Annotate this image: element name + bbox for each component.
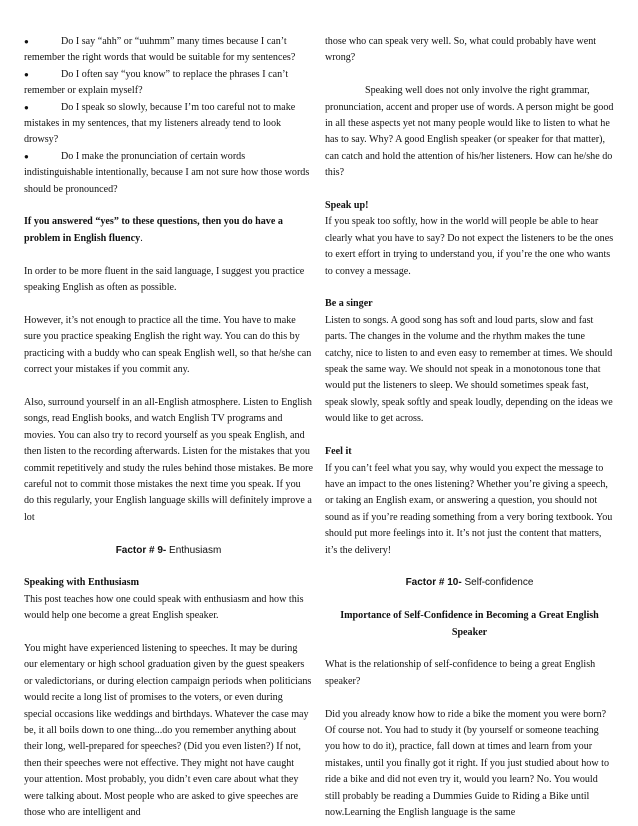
factor-9-label: Factor # 9-	[115, 544, 170, 556]
speeches-paragraph: You might have experienced listening to speeches. It may be during our elementary or high school graduation given by the guest speakers or valedictorians, or during election campaign periods when politicians would recite a long list of promises to the voters, or even during special occasions like weddings and birthdays. Whatever the case may be, it all boils down to one thing...do you remember anything about their long, well-prepared for speeches? (Did you even listen?) If not, then their speeches were not effective. They might not have caught your attention. Most probably, you didn’t even care about what they were talking about. Most people who are asked to give speeches are those who are intelligent and	[24, 642, 312, 818]
bullet-text-continued: indistinguishable intentionally, because I am not sure how those words should be pronounced?	[24, 167, 310, 195]
bullet-text: Do I speak so slowly, because I’m too careful not to make	[61, 101, 296, 113]
bullet-item	[24, 100, 313, 149]
bullet-text: Do I make the pronunciation of certain words	[61, 150, 246, 162]
bullet-dot-icon: ●	[24, 69, 29, 79]
bullet-text-continued: remember or explain myself?	[24, 85, 143, 97]
bullet-dot-icon: ●	[24, 151, 29, 161]
fluency-bold-text: If you answered “yes” to these questions, then you do have a problem in English fluency	[24, 216, 283, 244]
enthusiasm-intro: This post teaches how one could speak with enthusiasm and how this would help one become a great English speaker.	[24, 593, 304, 622]
surround-paragraph: Also, surround yourself in an all-English atmosphere. Listen to English songs, read English books, and watch English TV programs and movies. You can also try to record yourself as you speak English, and then listen to the recording afterwards. Listen for the mistakes that you commit repetitively and study the rules behind those mistakes. Be more careful not to commit those mistakes the next time you speak. If you do this regularly, your English language skills will definitely improve a lot	[24, 396, 314, 523]
relationship-paragraph: What is the relationship of self-confidence to being a great English speaker?	[325, 659, 596, 687]
enthusiasm-heading: Speaking with Enthusiasm	[24, 577, 139, 589]
continued-paragraph: those who can speak very well. So, what could probably have went wrong?	[325, 36, 597, 64]
factor-9-title: Enthusiasm	[169, 544, 222, 556]
feel-heading: Feel it	[325, 446, 352, 458]
practice-paragraph: In order to be more fluent in the said language, I suggest you practice speaking English as often as possible.	[24, 265, 305, 294]
bullet-text: Do I often say “you know” to replace the phrases I can’t	[61, 68, 289, 80]
bullet-text-continued: mistakes in my sentences, that my listeners already tend to look drowsy?	[24, 118, 282, 146]
bullet-item	[24, 34, 313, 67]
confidence-heading: Importance of Self-Confidence in Becoming a Great English Speaker	[340, 610, 599, 638]
bullet-dot-icon: ●	[24, 37, 29, 46]
factor-10-title: Self-confidence	[464, 577, 534, 589]
bullet-text: Do I say “ahh” or “uuhmm” many times because I can’t	[61, 36, 287, 47]
singer-text: Listen to songs. A good song has soft and loud parts, slow and fast parts. The changes in the volume and the rhythm makes the tune catchy, nice to listen to and even easy to remember at times. We should speak the same way. We should not speak in a monotonous tone that would put the listeners to sleep. We should sometimes speak fast, speak slowly, speak softly and speak loudly, depending on the ideas we would like to get across.	[325, 314, 613, 425]
bullet-item	[24, 149, 313, 198]
bullet-text-continued: remember the right words that would be suitable for my sentences?	[24, 52, 296, 64]
fluency-paragraph	[24, 214, 313, 247]
speak-up-heading: Speak up!	[325, 200, 369, 212]
bullet-dot-icon: ●	[24, 102, 29, 112]
right-column	[325, 34, 614, 821]
bullet-item	[24, 67, 313, 100]
singer-heading: Be a singer	[325, 298, 373, 310]
factor-10-heading	[325, 575, 614, 591]
speak-up-text: If you speak too softly, how in the world will people be able to hear clearly what you have to say? Do not expect the listeners to be the ones to exert effort in trying to understand you, if you’re the one who wants to convey a message.	[325, 216, 614, 277]
factor-10-label: Factor # 10-	[405, 577, 465, 589]
bike-paragraph: Did you already know how to ride a bike the moment you were born? Of course not. You had to study it (by yourself or someone teaching you how to do it), practice, fall down at times and learn from your mistakes, until you finally got it right. If you just studied about how to ride a bike and did not even try it, would you learn? No. You would still probably be reading a Dummies Guide to Riding a Bike until now.Learning the English language is the same	[325, 708, 610, 818]
buddy-paragraph: However, it’s not enough to practice all the time. You have to make sure you practice speaking English the right way. You can do this by practicing with a buddy who can speak English well, so that he/she can correct your mistakes if you commit any.	[24, 314, 312, 376]
feel-text: If you can’t feel what you say, why would you expect the message to have an impact to the ones listening? Whether you’re giving a speech, or taking an English exam, or answering a question, you should not sound as if you’re reading something from a very boring textbook. You should put more feelings into it. It’s not just the content that matters, it’s the delivery!	[325, 462, 613, 556]
factor-9-heading	[24, 543, 313, 559]
speaking-well-paragraph: Speaking well does not only involve the right grammar, pronunciation, accent and proper use of words. A person might be good in all these aspects yet not many people would like to listen to what he has to say. Why? A good English speaker (or speaker for that matter), can catch and hold the attention of his/her listeners. How can he/she do this?	[325, 85, 614, 179]
fluency-end: .	[140, 232, 143, 244]
left-column	[24, 34, 313, 821]
